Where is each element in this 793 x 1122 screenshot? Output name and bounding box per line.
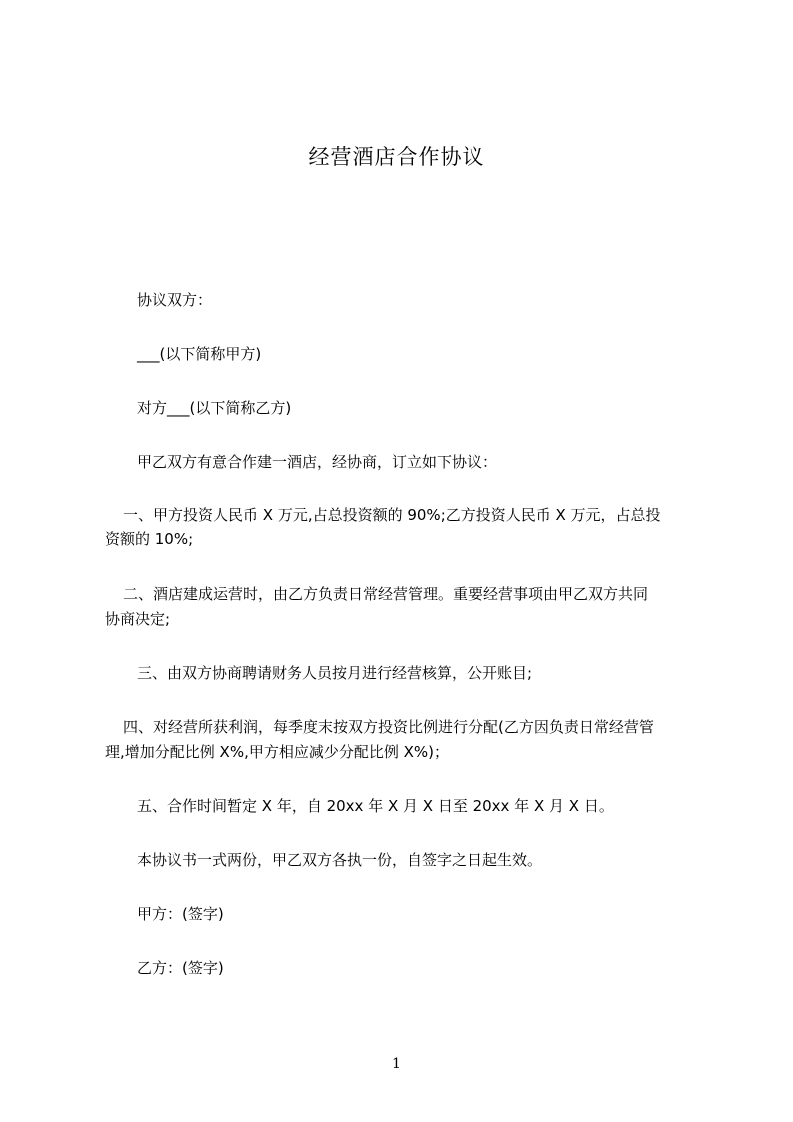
clause-2-line-1: 二、酒店建成运营时，由乙方负责日常经营管理。重要经营事项由甲乙双方共同 <box>123 585 649 603</box>
parties-heading: 协议双方： <box>137 291 213 309</box>
party-a-signature: 甲方：(签字) <box>137 905 224 923</box>
document-title: 经营酒店合作协议 <box>308 145 485 169</box>
clause-1-line-1: 一、甲方投资人民币 X 万元,占总投资额的 90%;乙方投资人民币 X 万元，占总投 <box>123 506 661 524</box>
clause-1-line-2: 资额的 10%; <box>105 530 194 548</box>
party-b-line: 对方___(以下简称乙方) <box>137 399 292 417</box>
clause-2-line-2: 协商决定; <box>105 610 171 628</box>
clause-5: 五、合作时间暂定 X 年，自 20xx 年 X 月 X 日至 20xx 年 X 月 X 日。 <box>137 797 614 815</box>
effectiveness-clause: 本协议书一式两份，甲乙双方各执一份，自签字之日起生效。 <box>137 851 543 869</box>
clause-4-line-1: 四、对经营所获利润，每季度末按双方投资比例进行分配(乙方因负责日常经营管 <box>123 718 654 736</box>
party-a-line: ___(以下简称甲方) <box>137 345 262 363</box>
page-number: 1 <box>392 1056 401 1072</box>
clause-3: 三、由双方协商聘请财务人员按月进行经营核算，公开账目; <box>137 664 533 682</box>
clause-4-line-2: 理,增加分配比例 X%,甲方相应减少分配比例 X%)； <box>105 743 449 761</box>
party-b-signature: 乙方：(签字) <box>137 959 224 977</box>
intro-paragraph: 甲乙双方有意合作建一酒店，经协商，订立如下协议： <box>137 453 498 471</box>
